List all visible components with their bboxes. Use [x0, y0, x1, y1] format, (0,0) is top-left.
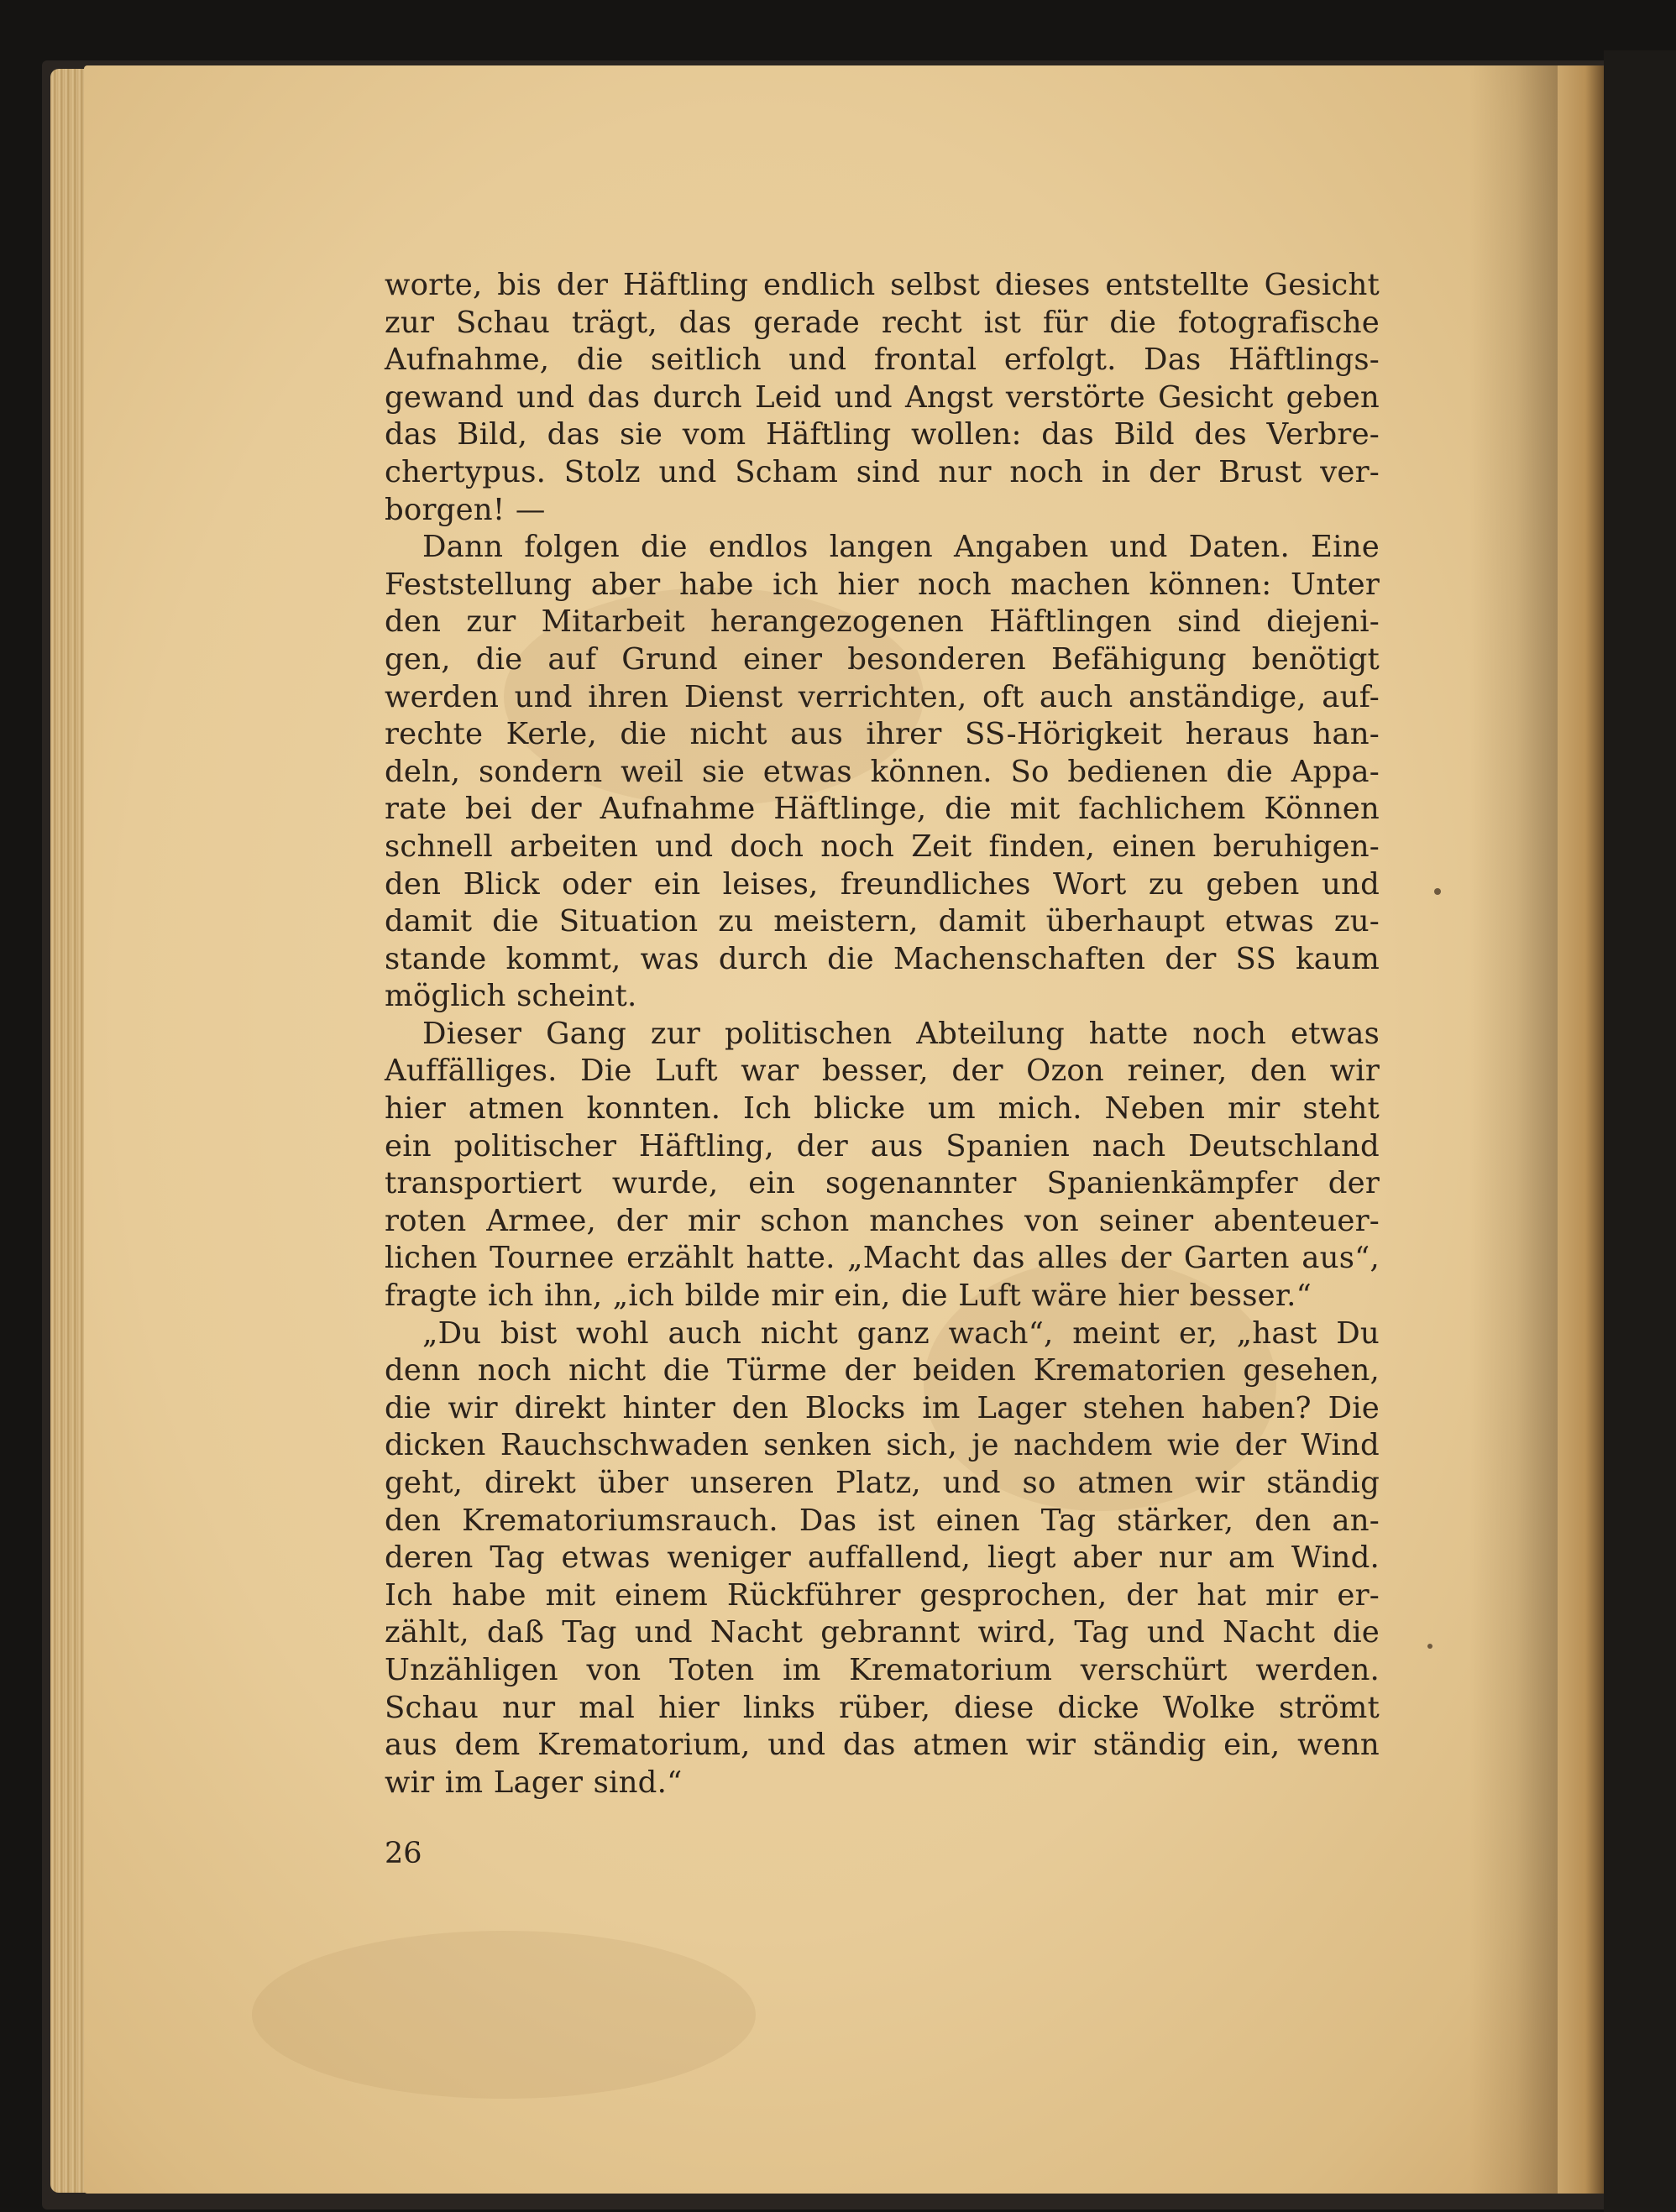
- text-line: fragte ich ihn, „ich bilde mir ein, die Luft wäre hier besser.“: [385, 1279, 1312, 1314]
- paper-stain: [252, 1931, 756, 2099]
- text-line: stande kommt, was durch die Machenschaften der SS kaum: [385, 941, 1380, 976]
- spine-strip: [1558, 65, 1604, 2194]
- text-line: aus dem Krematorium, und das atmen wir ständig ein, wenn: [385, 1728, 1380, 1763]
- text-line: hier atmen konnten. Ich blicke um mich. Neben mir steht: [385, 1091, 1380, 1127]
- text-line: denn noch nicht die Türme der beiden Krematorien gesehen,: [385, 1353, 1380, 1388]
- paper-speck: [1434, 888, 1441, 895]
- text-line: ein politischer Häftling, der aus Spanien nach Deutschland: [385, 1128, 1380, 1164]
- text-line: lichen Tournee erzählt hatte. „Macht das alles der Garten aus“,: [385, 1241, 1380, 1276]
- text-line: den zur Mitarbeit herangezogenen Häftlingen sind diejeni-: [385, 604, 1380, 640]
- text-line: gen, die auf Grund einer besonderen Befähigung benötigt: [385, 641, 1380, 677]
- right-dark-edge: [1604, 50, 1676, 2212]
- text-line: rechte Kerle, die nicht aus ihrer SS-Hörigkeit heraus han-: [385, 717, 1380, 752]
- body-text: [385, 267, 1380, 1801]
- text-line: chertypus. Stolz und Scham sind nur noch in der Brust ver-: [385, 454, 1380, 489]
- text-line: damit die Situation zu meistern, damit überhaupt etwas zu-: [385, 904, 1380, 939]
- text-line: Aufnahme, die seitlich und frontal erfolgt. Das Häftlings-: [385, 343, 1380, 378]
- text-line: Dann folgen die endlos langen Angaben und Daten. Eine: [422, 530, 1380, 565]
- text-line: gewand und das durch Leid und Angst verstörte Gesicht geben: [385, 379, 1380, 415]
- text-line: roten Armee, der mir schon manches von seiner abenteuer-: [385, 1203, 1380, 1238]
- text-line: deren Tag etwas weniger auffallend, liegt aber nur am Wind.: [385, 1540, 1380, 1576]
- text-line: zur Schau trägt, das gerade recht ist für die fotografische: [385, 305, 1380, 340]
- text-line: deln, sondern weil sie etwas können. So bedienen die Appa-: [385, 754, 1380, 789]
- text-line: rate bei der Aufnahme Häftlinge, die mit fachlichem Können: [385, 792, 1380, 827]
- text-line: Unzähligen von Toten im Krematorium verschürt werden.: [385, 1652, 1380, 1687]
- text-line: Ich habe mit einem Rückführer gesprochen, der hat mir er-: [385, 1577, 1380, 1613]
- text-line: wir im Lager sind.“: [385, 1765, 683, 1800]
- text-line: Feststellung aber habe ich hier noch machen können: Unter: [385, 567, 1380, 602]
- text-line: Schau nur mal hier links rüber, diese dicke Wolke strömt: [385, 1690, 1380, 1725]
- text-line: worte, bis der Häftling endlich selbst dieses entstellte Gesicht: [385, 268, 1380, 302]
- text-line: Auffälliges. Die Luft war besser, der Ozon reiner, den wir: [385, 1054, 1380, 1089]
- text-line: möglich scheint.: [385, 979, 637, 1014]
- text-line: Dieser Gang zur politischen Abteilung hatte noch etwas: [422, 1016, 1380, 1051]
- text-line: geht, direkt über unseren Platz, und so atmen wir ständig: [385, 1466, 1380, 1500]
- paper-speck: [1427, 1644, 1432, 1649]
- text-line: borgen! —: [385, 492, 546, 527]
- text-line: die wir direkt hinter den Blocks im Lager stehen haben? Die: [385, 1390, 1380, 1425]
- text-line: werden und ihren Dienst verrichten, oft auch anständige, auf-: [385, 679, 1380, 714]
- page-number: 26: [385, 1837, 422, 1870]
- text-line: zählt, daß Tag und Nacht gebrannt wird, Tag und Nacht die: [385, 1615, 1380, 1650]
- text-line: schnell arbeiten und doch noch Zeit finden, einen beruhigen-: [385, 829, 1380, 864]
- text-line: das Bild, das sie vom Häftling wollen: das Bild des Verbre-: [385, 417, 1380, 452]
- text-line: den Krematoriumsrauch. Das ist einen Tag stärker, den an-: [385, 1503, 1380, 1538]
- text-line: „Du bist wohl auch nicht ganz wach“, meint er, „hast Du: [422, 1315, 1380, 1351]
- text-line: dicken Rauchschwaden senken sich, je nachdem wie der Wind: [385, 1428, 1380, 1463]
- text-line: den Blick oder ein leises, freundliches Wort zu geben und: [385, 866, 1380, 902]
- text-line: transportiert wurde, ein sogenannter Spanienkämpfer der: [385, 1166, 1380, 1201]
